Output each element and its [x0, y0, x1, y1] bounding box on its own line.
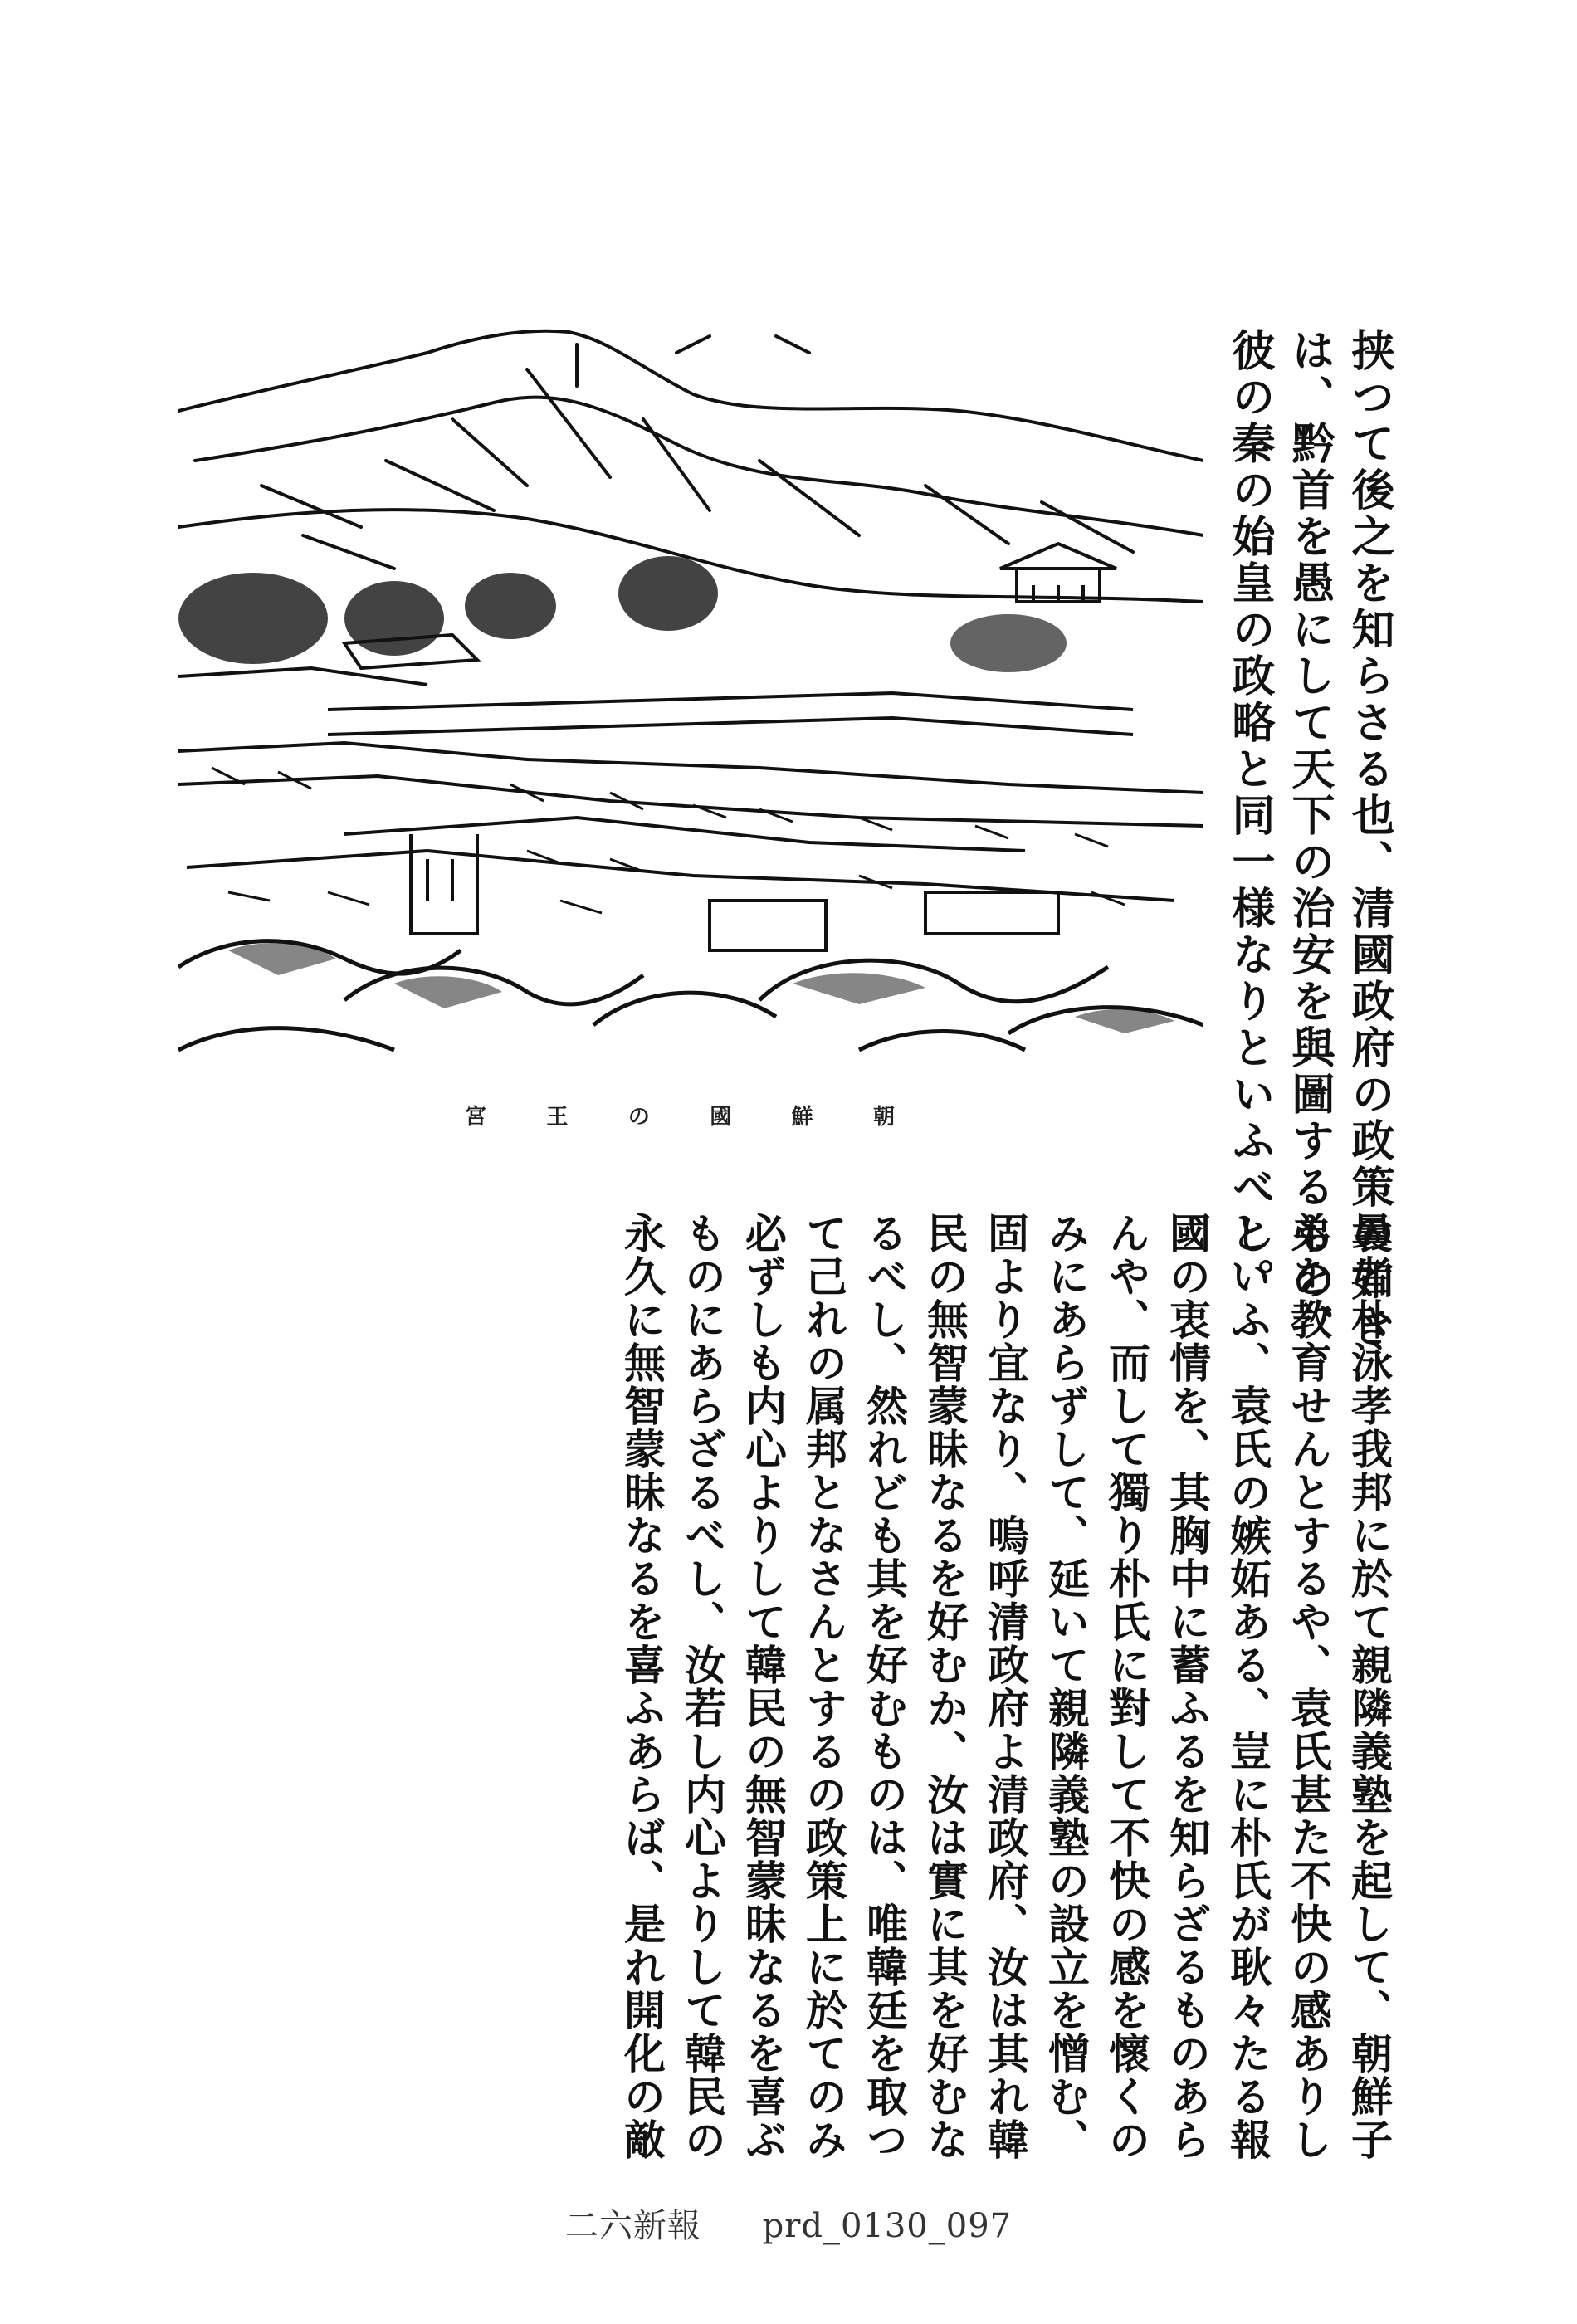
text-column: 挟つて後之を知らさる也、清國政府の政策の如き [1344, 328, 1394, 1350]
page-id: prd_0130_097 [762, 2207, 1013, 2245]
text-column: 民の無智蒙昧なるを好むか、汝は實に其を好むな [920, 1212, 969, 2161]
text-column: 弟を教育せんとするや、袁氏甚た不快の感ありし [1284, 1212, 1332, 2161]
text-column: 國の衷情を、其胸中に蓄ふるを知らざるものあら [1163, 1212, 1211, 2161]
newspaper-title: 二六新報 [564, 2207, 701, 2245]
text-column: んや、而して獨り朴氏に對して不快の感を懷くの [1102, 1212, 1150, 2161]
text-column: みにあらずして、延いて親隣義塾の設立を憎む、 [1042, 1212, 1090, 2161]
text-column: といふ、袁氏の嫉妬ある、豈に朴氏が耿々たる報 [1223, 1212, 1272, 2161]
text-column: 固より宜なり、嗚呼清政府よ清政府、汝は其れ韓 [981, 1212, 1029, 2161]
text-column: 彼の秦の始皇の政略と同一様なりといふべし。 [1224, 328, 1274, 1304]
palace-illustration [178, 320, 1204, 1071]
illustration-caption [465, 1100, 896, 1130]
text-column: て己れの属邦となさんとするの政策上に於てのみ [799, 1212, 847, 2161]
text-column: 曩者朴泳孝我邦に於て親隣義塾を起して、朝鮮子 [1345, 1212, 1393, 2161]
text-column: 必ずしも内心よりして韓民の無智蒙昧なるを喜ぶ [739, 1212, 787, 2161]
caption-char: 宮 [465, 1105, 489, 1130]
caption-char: の [627, 1105, 652, 1130]
caption-char: 朝 [872, 1105, 896, 1130]
text-block-top [1219, 328, 1399, 1350]
text-column: ものにあらざるべし、汝若し内心よりして韓民の [678, 1212, 726, 2161]
text-column: 永久に無智蒙昧なるを喜ふあらば、是れ開化の敵 [618, 1212, 666, 2161]
caption-char: 王 [546, 1105, 570, 1130]
caption-char: 國 [710, 1105, 734, 1130]
text-column: るべし、然れども其を好むものは、唯韓廷を取つ [860, 1212, 908, 2161]
page-footer [0, 2200, 1577, 2247]
text-block-bottom [611, 1212, 1399, 2161]
palace-illustration-svg [178, 320, 1204, 1071]
caption-char: 鮮 [791, 1105, 815, 1130]
text-column: は、黔首を愚にして天下の治安を與圖するもの、 [1284, 328, 1334, 1350]
